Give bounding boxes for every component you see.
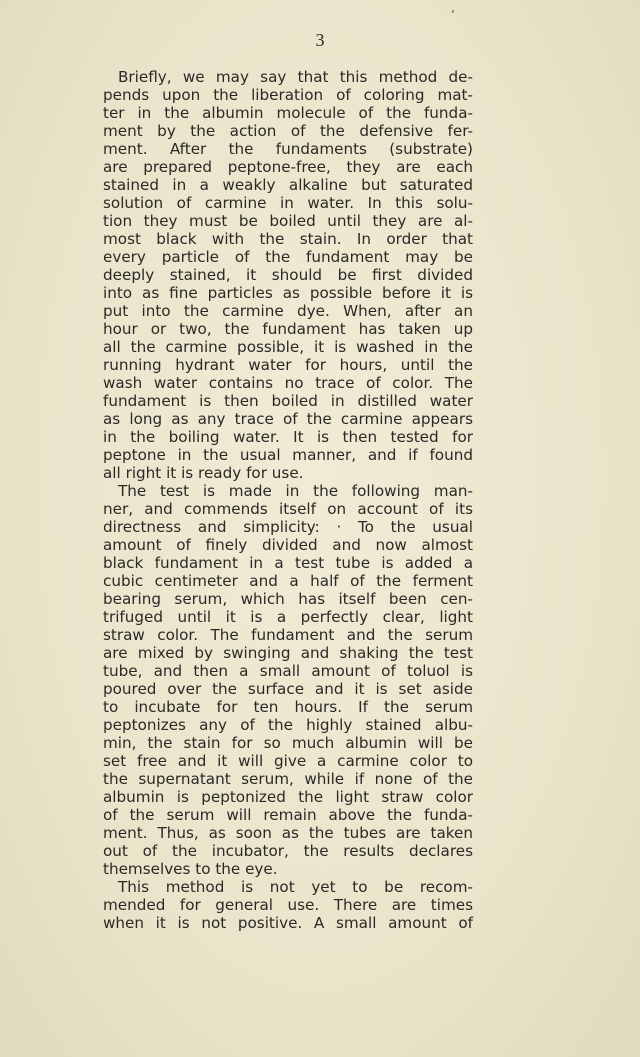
text-line: This method is not yet to be recom-: [118, 878, 473, 896]
text-line: straw color. The fundament and the serum: [103, 626, 473, 644]
text-line: peptonizes any of the highly stained albu-: [103, 716, 473, 734]
text-line: the supernatant serum, while if none of the: [103, 770, 473, 788]
text-line: bearing serum, which has itself been cen-: [103, 590, 473, 608]
page-number: 3: [315, 30, 325, 50]
text-line: ment by the action of the defensive fer-: [103, 122, 473, 140]
text-line: pends upon the liberation of coloring mat-: [103, 86, 473, 104]
text-line: amount of finely divided and now almost: [103, 536, 473, 554]
text-line: trifuged until it is a perfectly clear, light: [103, 608, 473, 626]
text-line: The test is made in the following man-: [118, 482, 473, 500]
text-line: hour or two, the fundament has taken up: [103, 320, 473, 338]
text-line: into as fine particles as possible before it is: [103, 284, 473, 302]
text-line: are mixed by swinging and shaking the test: [103, 644, 473, 662]
text-line: deeply stained, it should be first divided: [103, 266, 473, 284]
text-line: themselves to the eye.: [103, 860, 278, 878]
text-line: cubic centimeter and a half of the ferment: [103, 572, 473, 590]
text-line: solution of carmine in water. In this solu-: [103, 194, 473, 212]
text-line: as long as any trace of the carmine appears: [103, 410, 473, 428]
text-line: Briefly, we may say that this method de-: [118, 68, 473, 86]
text-line: all right it is ready for use.: [103, 464, 304, 482]
text-line: peptone in the usual manner, and if found: [103, 446, 473, 464]
text-line: in the boiling water. It is then tested for: [103, 428, 473, 446]
text-line: to incubate for ten hours. If the serum: [103, 698, 473, 716]
text-line: tube, and then a small amount of toluol is: [103, 662, 473, 680]
ink-speck: [452, 10, 454, 13]
text-line: stained in a weakly alkaline but saturated: [103, 176, 473, 194]
text-line: when it is not positive. A small amount of: [103, 914, 473, 932]
text-line: out of the incubator, the results declares: [103, 842, 473, 860]
text-line: ter in the albumin molecule of the funda-: [103, 104, 473, 122]
text-line: set free and it will give a carmine color to: [103, 752, 473, 770]
text-line: put into the carmine dye. When, after an: [103, 302, 473, 320]
text-line: all the carmine possible, it is washed in the: [103, 338, 473, 356]
text-line: ner, and commends itself on account of its: [103, 500, 473, 518]
text-line: every particle of the fundament may be: [103, 248, 473, 266]
text-line: directness and simplicity: · To the usual: [103, 518, 473, 536]
text-line: black fundament in a test tube is added a: [103, 554, 473, 572]
text-line: running hydrant water for hours, until the: [103, 356, 473, 374]
text-line: mended for general use. There are times: [103, 896, 473, 914]
text-line: ment. After the fundaments (substrate): [103, 140, 473, 158]
text-line: are prepared peptone-free, they are each: [103, 158, 473, 176]
body-text: [103, 68, 473, 932]
text-line: ment. Thus, as soon as the tubes are taken: [103, 824, 473, 842]
text-line: fundament is then boiled in distilled water: [103, 392, 473, 410]
text-line: poured over the surface and it is set aside: [103, 680, 473, 698]
text-line: wash water contains no trace of color. The: [103, 374, 473, 392]
text-line: min, the stain for so much albumin will be: [103, 734, 473, 752]
text-line: albumin is peptonized the light straw color: [103, 788, 473, 806]
text-line: of the serum will remain above the funda-: [103, 806, 473, 824]
text-line: most black with the stain. In order that: [103, 230, 473, 248]
text-line: tion they must be boiled until they are al-: [103, 212, 473, 230]
